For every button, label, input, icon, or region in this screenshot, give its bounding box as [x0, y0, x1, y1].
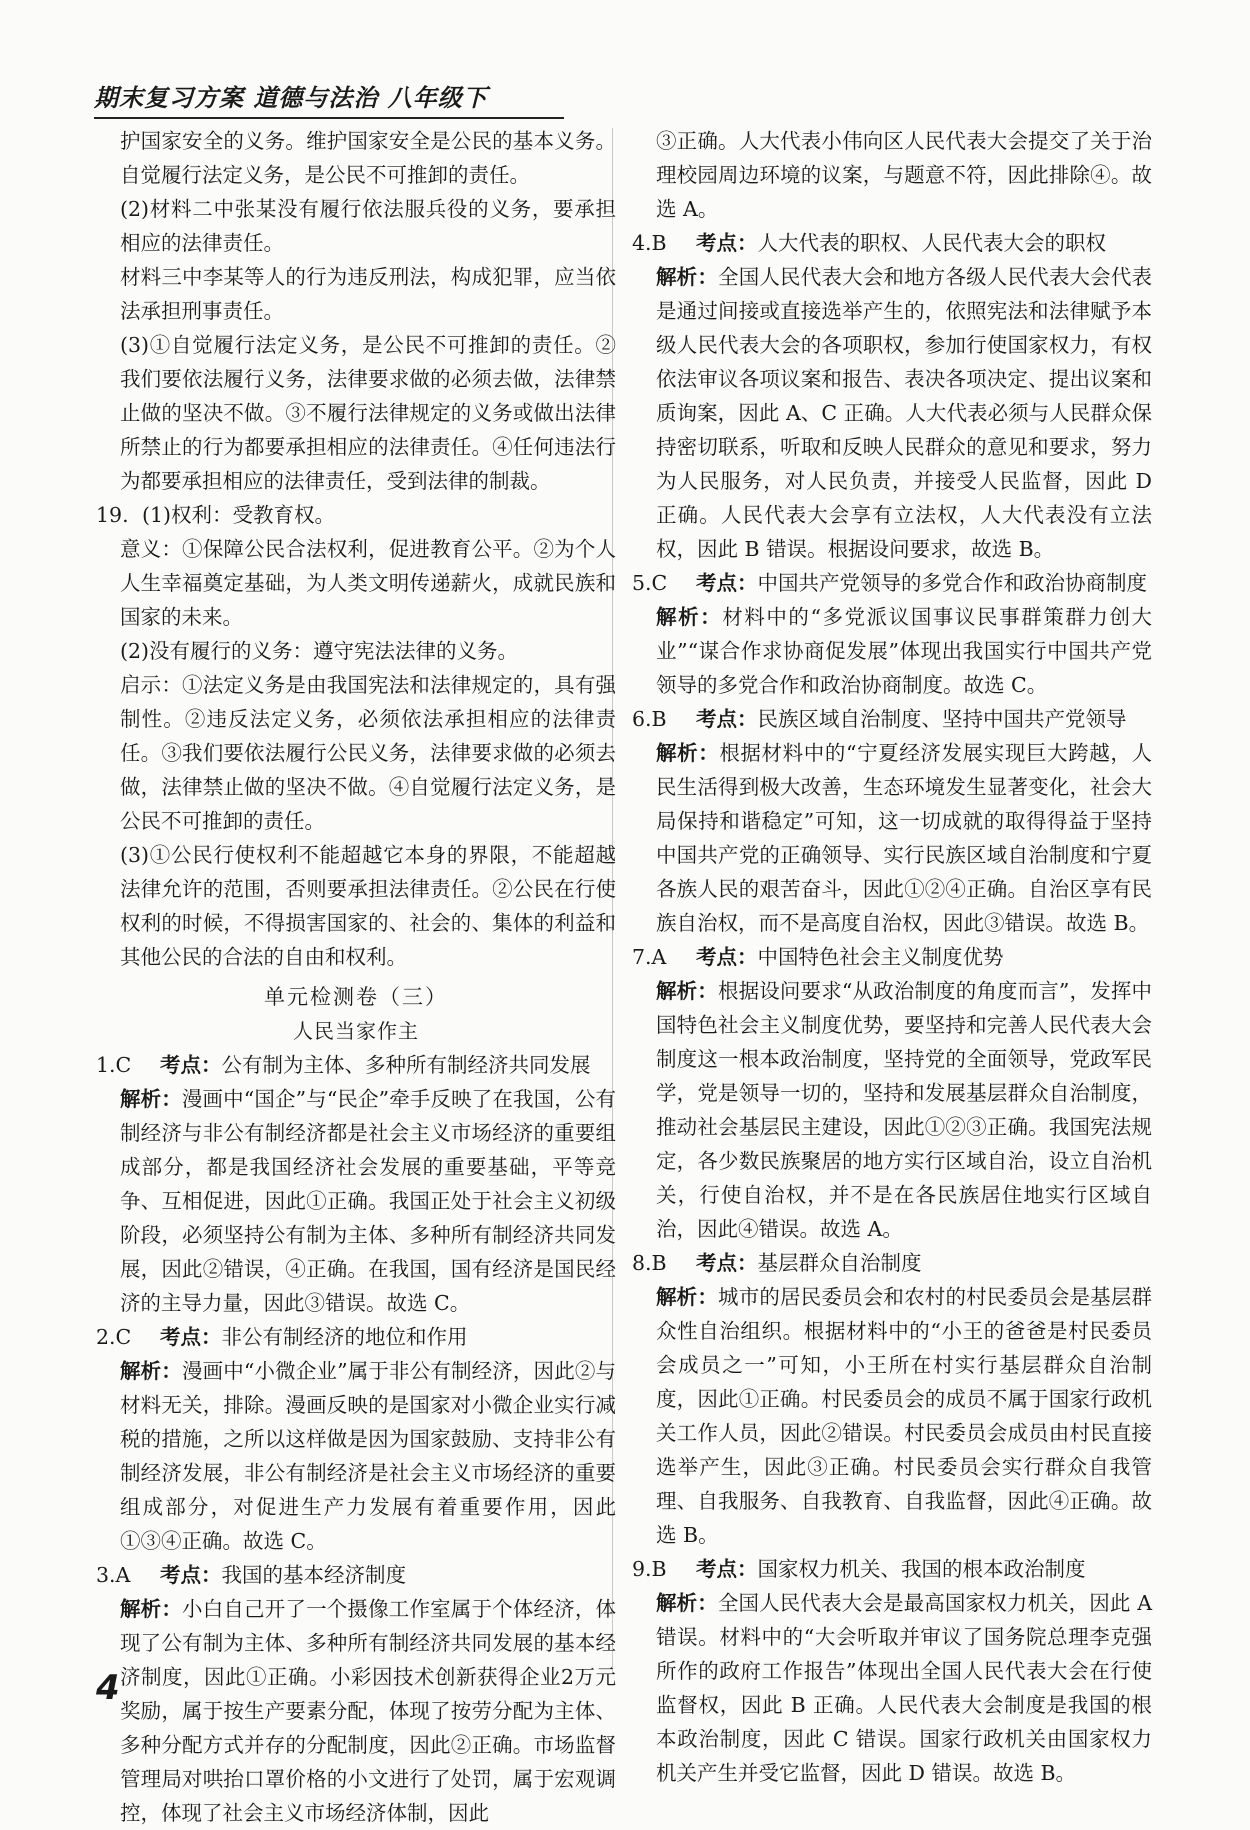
- page-number: 4: [96, 1668, 120, 1708]
- running-header: [94, 78, 564, 119]
- kaodian-label: 考点：: [696, 1251, 758, 1275]
- header-title: 期末复习方案 道德与法治 八年级下: [94, 84, 488, 112]
- jiexi-text: 城市的居民委员会和农村的村民委员会是基层群众性自治组织。根据材料中的“小王的爸爸是村民委员会成员之一”可知，小王所在村实行基层群众自治制度，因此①正确。村民委员会的成员不属于国家行政机关工作人员，因此②错误。村民委员会成员由村民直接选举产生，因此③正确。村民委员会实行群众自我管理、自我服务、自我教育、自我监督，因此④正确。故选 B。: [656, 1285, 1153, 1547]
- answer-part: (2)没有履行的义务：遵守宪法法律的义务。: [120, 639, 519, 663]
- kaodian-text: 中国特色社会主义制度优势: [757, 945, 1004, 969]
- jiexi-text: 根据材料中的“宁夏经济发展实现巨大跨越，人民生活得到极大改善，生态环境发生显著变化，社会大局保持和谐稳定”可知，这一切成就的取得得益于坚持中国共产党的正确领导、实行民族区域自治制度和宁夏各族人民的艰苦奋斗，因此①②④正确。自治区享有民族自治权，而不是高度自治权，因此③错误。故选 B。: [656, 741, 1152, 935]
- jiexi-text: 漫画中“小微企业”属于非公有制经济，因此②与材料无关，排除。漫画反映的是国家对小微企业实行减税的措施，之所以这样做是因为国家鼓励、支持非公有制经济发展，非公有制经济是社会主义市场经济的重要组成部分，对促进生产力发展有着重要作用，因此①③④正确。故选 C。: [120, 1359, 617, 1553]
- kaodian-text: 非公有制经济的地位和作用: [221, 1325, 468, 1349]
- answer-item-7: [632, 940, 1152, 1246]
- kaodian-label: 考点：: [696, 1557, 758, 1581]
- answer-part: (1)权利：受教育权。: [142, 503, 336, 527]
- jiexi-label: 解析：: [656, 605, 723, 629]
- jiexi-text: 材料中的“多党派议国事议民事群策群力创大业”“谋合作求协商促发展”体现出我国实行中国共产党领导的多党合作和政治协商制度。故选 C。: [656, 605, 1153, 697]
- answer-item-5: [632, 566, 1152, 702]
- kaodian-label: 考点：: [696, 571, 758, 595]
- kaodian-label: 考点：: [160, 1325, 222, 1349]
- right-column: [632, 124, 1152, 1790]
- answer-item-3: [96, 1558, 616, 1830]
- item-number: 6.B: [632, 707, 667, 731]
- item-number: 4.B: [632, 231, 667, 255]
- answer-item-9: [632, 1552, 1152, 1790]
- kaodian-text: 公有制为主体、多种所有制经济共同发展: [221, 1053, 591, 1077]
- item-number: 1.C: [96, 1053, 132, 1077]
- answer-part: (3)①自觉履行法定义务，是公民不可推卸的责任。②我们要依法履行义务，法律要求做的必须去做，法律禁止做的坚决不做。③不履行法律规定的义务或做出法律所禁止的行为都要承担相应的法律责任。④任何违法行为都要承担相应的法律责任，受到法律的制裁。: [120, 333, 616, 493]
- jiexi-text: 小白自己开了一个摄像工作室属于个体经济，体现了公有制为主体、多种所有制经济共同发展的基本经济制度，因此①正确。小彩因技术创新获得企业2万元奖励，属于按生产要素分配，体现了按劳分配为主体、多种分配方式并存的分配制度，因此②正确。市场监督管理局对哄抬口罩价格的小文进行了处罚，属于宏观调控，体现了社会主义市场经济体制，因此: [120, 1597, 617, 1825]
- answer-part: 启示：①法定义务是由我国宪法和法律规定的，具有强制性。②违反法定义务，必须依法承担相应的法律责任。③我们要依法履行公民义务，法律要求做的必须去做，法律禁止做的坚决不做。④自觉履行法定义务，是公民不可推卸的责任。: [120, 673, 616, 833]
- jiexi-label: 解析：: [656, 265, 719, 289]
- jiexi-text: 根据设问要求“从政治制度的角度而言”，发挥中国特色社会主义制度优势，要坚持和完善人民代表大会制度这一根本政治制度，坚持党的全面领导，党政军民学，党是领导一切的，坚持和发展基层群众自治制度，推动社会基层民主建设，因此①②③正确。我国宪法规定，各少数民族聚居的地方实行区域自治，设立自治机关，行使自治权，并不是在各民族居住地实行区域自治，因此④错误。故选 A。: [656, 979, 1153, 1241]
- answer-item-2: [96, 1320, 616, 1558]
- jiexi-label: 解析：: [120, 1597, 183, 1621]
- section-subtitle: 人民当家作主: [293, 1019, 419, 1043]
- kaodian-text: 基层群众自治制度: [757, 1251, 922, 1275]
- item-number: 5.C: [632, 571, 668, 595]
- kaodian-text: 人大代表的职权、人民代表大会的职权: [757, 231, 1106, 255]
- kaodian-label: 考点：: [696, 707, 758, 731]
- jiexi-label: 解析：: [120, 1087, 182, 1111]
- kaodian-text: 我国的基本经济制度: [221, 1563, 406, 1587]
- answer-part: 意义：①保障公民合法权利，促进教育公平。②为个人人生幸福奠定基础，为人类文明传递薪火，成就民族和国家的未来。: [120, 537, 616, 629]
- jiexi-text: 全国人民代表大会是最高国家权力机关，因此 A 错误。材料中的“大会听取并审议了国务院总理李克强所作的政府工作报告”体现出全国人民代表大会在行使监督权，因此 B 正确。人民代表大会制度是我国的根本政治制度，因此 C 错误。国家行政机关由国家权力机关产生并受它监督，因此 D 错误。故选 B。: [656, 1591, 1153, 1785]
- jiexi-label: 解析：: [656, 1285, 719, 1309]
- jiexi-text: 漫画中“国企”与“民企”牵手反映了在我国，公有制经济与非公有制经济都是社会主义市场经济的重要组成部分，都是我国经济社会发展的重要基础，平等竞争、互相促进，因此①正确。我国正处于社会主义初级阶段，必须坚持公有制为主体、多种所有制经济共同发展，因此②错误，④正确。在我国，国有经济是国民经济的主导力量，因此③错误。故选 C。: [120, 1087, 617, 1315]
- kaodian-label: 考点：: [160, 1563, 222, 1587]
- answer-part: (3)①公民行使权利不能超越它本身的界限，不能超越法律允许的范围，否则要承担法律责任。②公民在行使权利的时候，不得损害国家的、社会的、集体的利益和其他公民的合法的自由和权利。: [120, 843, 616, 969]
- kaodian-label: 考点：: [696, 945, 758, 969]
- answer-item-8: [632, 1246, 1152, 1552]
- answer-item-6: [632, 702, 1152, 940]
- kaodian-label: 考点：: [160, 1053, 222, 1077]
- jiexi-label: 解析：: [656, 1591, 718, 1615]
- item-number: 3.A: [96, 1563, 131, 1587]
- kaodian-text: 民族区域自治制度、坚持中国共产党领导: [757, 707, 1127, 731]
- answer-part: 材料三中李某等人的行为违反刑法，构成犯罪，应当依法承担刑事责任。: [120, 265, 616, 323]
- item-number: 19.: [96, 503, 129, 527]
- answer-item-4: [632, 226, 1152, 566]
- item-number: 9.B: [632, 1557, 667, 1581]
- kaodian-text: 中国共产党领导的多党合作和政治协商制度: [757, 571, 1147, 595]
- section-title: 单元检测卷（三）: [264, 985, 448, 1009]
- continued-answer: ③正确。人大代表小伟向区人民代表大会提交了关于治理校园周边环境的议案，与题意不符，因此排除④。故选 A。: [656, 129, 1152, 221]
- item-number: 7.A: [632, 945, 667, 969]
- answer-item-19: [96, 498, 616, 974]
- item-number: 2.C: [96, 1325, 132, 1349]
- jiexi-text: 全国人民代表大会和地方各级人民代表大会代表是通过间接或直接选举产生的，依照宪法和法律赋予本级人民代表大会的各项职权，参加行使国家权力，有权依法审议各项议案和报告、表决各项决定、提出议案和质询案，因此 A、C 正确。人大代表必须与人民群众保持密切联系，听取和反映人民群众的意见和要求，努力为人民服务，对人民负责，并接受人民监督，因此 D 正确。人民代表大会享有立法权，人大代表没有立法权，因此 B 错误。根据设问要求，故选 B。: [656, 265, 1153, 561]
- jiexi-label: 解析：: [656, 979, 718, 1003]
- answer-part: (2)材料二中张某没有履行依法服兵役的义务，要承担相应的法律责任。: [120, 197, 616, 255]
- kaodian-label: 考点：: [696, 231, 758, 255]
- jiexi-label: 解析：: [656, 741, 720, 765]
- answer-item-1: [96, 1048, 616, 1320]
- jiexi-label: 解析：: [120, 1359, 182, 1383]
- left-column: [96, 124, 616, 1830]
- item-number: 8.B: [632, 1251, 667, 1275]
- kaodian-text: 国家权力机关、我国的根本政治制度: [757, 1557, 1086, 1581]
- continued-answer: 护国家安全的义务。维护国家安全是公民的基本义务。自觉履行法定义务，是公民不可推卸的责任。: [120, 129, 616, 187]
